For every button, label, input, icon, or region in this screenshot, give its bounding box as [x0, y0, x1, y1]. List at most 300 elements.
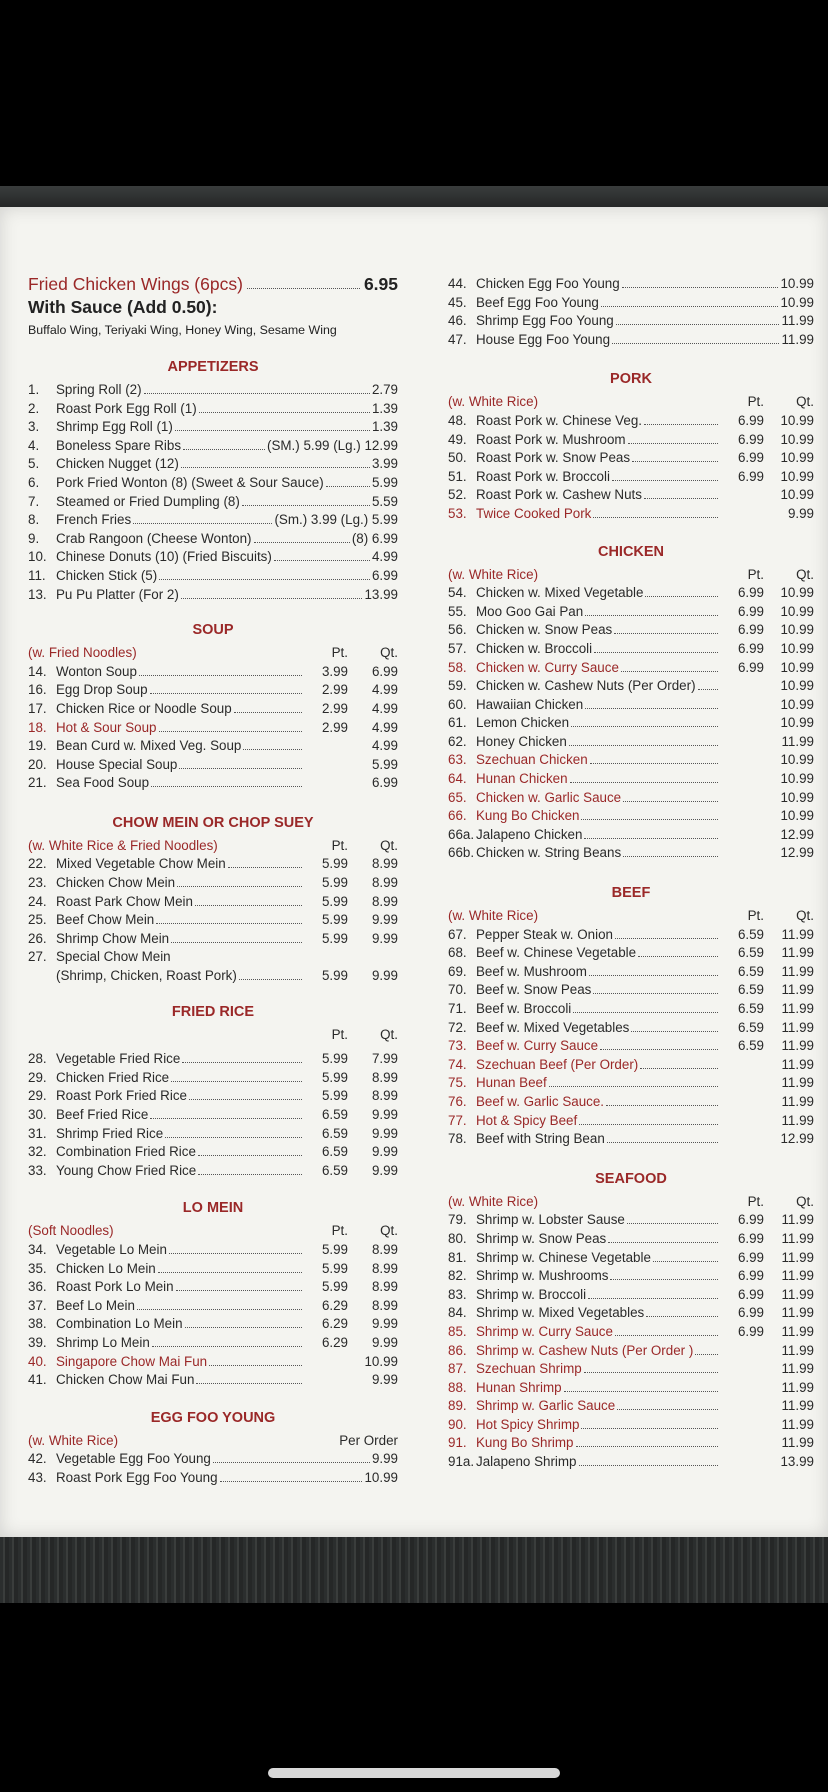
eggfooyoung-list-right	[448, 275, 814, 349]
chicken-item	[448, 789, 814, 808]
soup-item-number: 16.	[28, 682, 47, 698]
seafood-item-number: 91a.	[448, 1454, 475, 1470]
eggfooyoung-item-price: 9.99	[371, 1451, 398, 1467]
lomein-item-pint-price: 6.29	[321, 1334, 348, 1350]
chicken-item-leader-dots	[584, 838, 718, 839]
appetizer-item-number: 11.	[28, 567, 46, 583]
lomein-item-quart-price: 9.99	[371, 1316, 398, 1332]
eggfooyoung-item-number: 42.	[28, 1451, 47, 1467]
soup-item-name: Egg Drop Soup	[56, 682, 148, 698]
seafood-item-quart-price: 13.99	[780, 1454, 814, 1470]
lomein-item-leader-dots	[152, 1346, 302, 1347]
beef-item-name: Beef with String Bean	[476, 1131, 605, 1147]
seafood-item-leader-dots	[579, 1465, 719, 1466]
pork-item-leader-dots	[644, 424, 718, 425]
right-column	[448, 275, 814, 1472]
pork-item-pint-price: 6.99	[737, 431, 764, 447]
lomein-item	[28, 1315, 398, 1334]
beef-item-pint-price: 6.59	[737, 982, 764, 998]
pork-item-name: Roast Pork w. Cashew Nuts	[476, 487, 642, 503]
eggfooyoung-item	[28, 1469, 398, 1488]
beef-item-pint-price: 6.59	[737, 1038, 764, 1054]
seafood-item-number: 79.	[448, 1212, 467, 1228]
eggfooyoung-item	[448, 312, 814, 331]
pork-item-quart-price: 9.99	[787, 505, 814, 521]
pork-item	[448, 505, 814, 524]
chowmein-item-number: 22.	[28, 856, 47, 872]
appetizer-item-number: 5.	[28, 456, 40, 472]
pork-item-leader-dots	[628, 443, 718, 444]
seafood-item-leader-dots	[653, 1261, 718, 1262]
appetizer-item-name: Chinese Donuts (10) (Fried Biscuits)	[56, 549, 272, 565]
eggfooyoung-item-leader-dots	[220, 1481, 363, 1482]
soup-item-name: Bean Curd w. Mixed Veg. Soup	[56, 738, 242, 754]
beef-item-pint-price: 6.59	[737, 1001, 764, 1016]
chicken-item-number: 61.	[448, 715, 467, 731]
seafood-item-number: 88.	[448, 1379, 467, 1395]
chicken-subheader	[448, 566, 814, 585]
chicken-pt-header: Pt.	[747, 566, 764, 582]
chicken-item-quart-price: 10.99	[780, 715, 814, 731]
eggfooyoung-item	[448, 294, 814, 313]
friedrice-item-name: Combination Fried Rice	[56, 1144, 196, 1160]
eggfooyoung-item-name: Chicken Egg Foo Young	[476, 276, 620, 291]
seafood-item-leader-dots	[564, 1391, 718, 1392]
friedrice-item-name: Young Chow Fried Rice	[56, 1162, 197, 1178]
lomein-item-name: Chicken Lo Mein	[56, 1260, 156, 1276]
beef-item	[448, 1093, 814, 1112]
beef-item-pint-price: 6.59	[737, 945, 764, 961]
eggfooyoung-title: EGG FOO YOUNG	[150, 1409, 276, 1426]
appetizer-item	[28, 586, 398, 605]
beef-pt-header: Pt.	[747, 908, 764, 924]
soup-item-pint-price: 3.99	[321, 663, 348, 679]
pork-item-number: 51.	[448, 468, 467, 484]
appetizer-item-leader-dots	[183, 449, 265, 450]
chicken-item	[448, 677, 814, 696]
seafood-item-quart-price: 11.99	[781, 1305, 814, 1321]
chicken-item-number: 60.	[448, 696, 467, 712]
chowmein-item-quart-price: 9.99	[371, 968, 398, 984]
seafood-item	[448, 1379, 814, 1398]
soup-item-number: 17.	[28, 700, 47, 716]
chicken-item-quart-price: 10.99	[780, 585, 814, 601]
beef-item	[448, 981, 814, 1000]
beef-item-quart-price: 12.99	[780, 1131, 814, 1147]
chicken-item-leader-dots	[570, 782, 718, 783]
pork-item-leader-dots	[644, 498, 718, 499]
wings-title-row	[28, 273, 398, 295]
chicken-item-name: Chicken w. Garlic Sauce	[476, 789, 622, 805]
appetizer-item-price: 2.79	[371, 382, 398, 397]
soup-item-name: House Special Soup	[56, 756, 178, 772]
appetizer-item-price: 4.99	[371, 549, 398, 565]
seafood-item-number: 89.	[448, 1398, 467, 1414]
seafood-item-quart-price: 11.99	[781, 1435, 814, 1451]
seafood-item-number: 91.	[448, 1435, 467, 1451]
appetizer-item	[28, 381, 398, 400]
chowmein-item-pint-price: 5.99	[321, 930, 348, 946]
chicken-item-quart-price: 10.99	[780, 771, 814, 787]
soup-item-pint-price: 2.99	[321, 682, 348, 698]
chicken-item-leader-dots	[623, 801, 718, 802]
home-indicator[interactable]	[268, 1768, 560, 1778]
chowmein-item-number: 24.	[28, 893, 47, 909]
appetizer-item-price: (SM.) 5.99 (Lg.) 12.99	[267, 437, 398, 453]
beef-item-pint-price: 6.59	[737, 926, 764, 942]
friedrice-item-quart-price: 8.99	[371, 1088, 398, 1104]
beef-item-name: Pepper Steak w. Onion	[476, 926, 613, 942]
seafood-item	[448, 1211, 814, 1230]
appetizer-item	[28, 400, 398, 419]
pork-item	[448, 449, 814, 468]
pork-item	[448, 431, 814, 450]
chicken-item	[448, 714, 814, 733]
beef-item-name: Beef w. Curry Sauce	[476, 1038, 599, 1054]
chicken-item-name: Moo Goo Gai Pan	[476, 603, 584, 619]
beef-item-number: 74.	[448, 1056, 467, 1072]
chowmein-item-leader-dots	[156, 923, 302, 924]
chicken-item-leader-dots	[614, 633, 718, 634]
seafood-item-name: Shrimp w. Cashew Nuts (Per Order )	[476, 1342, 694, 1358]
chicken-item-quart-price: 12.99	[780, 845, 814, 861]
soup-item-quart-price: 6.99	[371, 663, 398, 679]
seafood-item	[448, 1397, 814, 1416]
appetizers-list	[28, 381, 398, 604]
friedrice-item-pint-price: 5.99	[321, 1088, 348, 1104]
beef-item	[448, 1037, 814, 1056]
seafood-item-number: 80.	[448, 1230, 467, 1246]
chowmein-item-name: Roast Park Chow Mein	[56, 893, 193, 909]
seafood-item-name: Shrimp w. Garlic Sauce	[476, 1398, 616, 1414]
beef-item-number: 70.	[448, 982, 467, 998]
seafood-item	[448, 1304, 814, 1323]
soup-item-pint-price: 2.99	[321, 719, 348, 735]
pork-item	[448, 412, 814, 431]
beef-item-name: Beef w. Mushroom	[476, 963, 587, 979]
friedrice-item-name: Shrimp Fried Rice	[56, 1125, 164, 1141]
lomein-item-number: 35.	[28, 1260, 47, 1276]
beef-item-number: 75.	[448, 1075, 467, 1091]
appetizer-item-leader-dots	[133, 523, 272, 524]
chowmein-item-number: 23.	[28, 875, 47, 891]
beef-item-number: 69.	[448, 963, 467, 979]
friedrice-qt-header: Qt.	[380, 1026, 398, 1042]
seafood-item-leader-dots	[615, 1335, 718, 1336]
beef-item	[448, 1056, 814, 1075]
lomein-item-leader-dots	[185, 1327, 302, 1328]
chicken-qt-header: Qt.	[796, 566, 814, 582]
seafood-item-pint-price: 6.99	[737, 1230, 764, 1246]
seafood-item-name: Shrimp w. Chinese Vegetable	[476, 1249, 651, 1265]
lomein-item-leader-dots	[158, 1272, 302, 1273]
soup-sub: (w. Fried Noodles)	[28, 645, 137, 661]
beef-item-number: 67.	[448, 926, 467, 942]
friedrice-item-number: 31.	[28, 1125, 47, 1141]
seafood-item-pint-price: 6.99	[737, 1249, 764, 1265]
seafood-item-name: Shrimp w. Snow Peas	[476, 1230, 607, 1246]
chicken-item-leader-dots	[623, 856, 718, 857]
beef-item-leader-dots	[600, 1049, 718, 1050]
seafood-item-leader-dots	[617, 1409, 718, 1410]
beef-item-number: 76.	[448, 1093, 467, 1109]
soup-item-number: 20.	[28, 756, 47, 772]
soup-item	[28, 663, 398, 682]
appetizer-item-price: 5.99	[371, 474, 398, 490]
lomein-item-number: 37.	[28, 1297, 47, 1313]
beef-title: BEEF	[611, 885, 651, 902]
appetizer-item-leader-dots	[159, 579, 370, 580]
beef-item	[448, 1000, 814, 1019]
chicken-item-number: 55.	[448, 603, 467, 619]
friedrice-item-quart-price: 9.99	[371, 1144, 398, 1160]
eggfooyoung-item-number: 46.	[448, 313, 467, 329]
appetizer-item-leader-dots	[199, 412, 370, 413]
friedrice-item-pint-price: 6.59	[321, 1125, 348, 1141]
chicken-item-leader-dots	[590, 763, 718, 764]
friedrice-item	[28, 1162, 398, 1181]
seafood-item-leader-dots	[627, 1223, 718, 1224]
pork-item-name: Twice Cooked Pork	[476, 505, 592, 521]
chicken-item-quart-price: 12.99	[780, 826, 814, 842]
chicken-item-name: Chicken w. Curry Sauce	[476, 659, 619, 675]
friedrice-item-pint-price: 5.99	[321, 1069, 348, 1085]
friedrice-item-number: 32.	[28, 1144, 47, 1160]
seafood-item	[448, 1342, 814, 1361]
eggfooyoung-item-number: 47.	[448, 331, 467, 347]
pork-title: PORK	[610, 371, 652, 388]
beef-item-leader-dots	[579, 1124, 718, 1125]
appetizer-item-leader-dots	[181, 467, 370, 468]
eggfooyoung-item-price: 11.99	[781, 313, 814, 329]
beef-item	[448, 1074, 814, 1093]
wings-flavors: Buffalo Wing, Teriyaki Wing, Honey Wing, Sesame Wing	[28, 323, 337, 337]
chicken-item-number: 59.	[448, 678, 467, 694]
beef-item-leader-dots	[607, 1142, 718, 1143]
beef-item-quart-price: 11.99	[781, 982, 814, 998]
pork-item-quart-price: 10.99	[780, 431, 814, 447]
seafood-item-leader-dots	[695, 1354, 718, 1355]
seafood-item-quart-price: 11.99	[781, 1398, 814, 1414]
seafood-item-name: Jalapeno Shrimp	[476, 1454, 577, 1470]
soup-item-leader-dots	[151, 786, 302, 787]
soup-item	[28, 681, 398, 700]
seafood-item-quart-price: 11.99	[781, 1268, 814, 1284]
pork-item-quart-price: 10.99	[780, 487, 814, 503]
chowmein-item-name: Mixed Vegetable Chow Mein	[56, 856, 226, 872]
soup-item-number: 14.	[28, 663, 47, 679]
chowmein-item	[28, 893, 398, 912]
chowmein-item-pint-price: 5.99	[321, 856, 348, 872]
chowmein-item-leader-dots	[171, 942, 302, 943]
chowmein-item	[28, 855, 398, 874]
lomein-item-pint-price: 5.99	[321, 1260, 348, 1276]
beef-item-name: Szechuan Beef (Per Order)	[476, 1056, 639, 1072]
appetizer-item-price: (Sm.) 3.99 (Lg.) 5.99	[274, 512, 398, 528]
appetizer-item-name: Crab Rangoon (Cheese Wonton)	[56, 530, 252, 546]
appetizer-item-number: 8.	[28, 512, 40, 528]
lomein-item	[28, 1371, 398, 1390]
eggfooyoung-item-price: 11.99	[781, 331, 814, 347]
seafood-item-leader-dots	[581, 1428, 718, 1429]
appetizer-item-price: 3.99	[371, 456, 398, 472]
friedrice-item-leader-dots	[171, 1081, 302, 1082]
friedrice-item-leader-dots	[198, 1155, 302, 1156]
beef-item-leader-dots	[638, 956, 718, 957]
chowmein-item-quart-price: 8.99	[371, 856, 398, 872]
chowmein-item-quart-price: 9.99	[371, 930, 398, 946]
chowmein-item	[28, 930, 398, 949]
eggfooyoung-item-name: Beef Egg Foo Young	[476, 294, 599, 310]
chowmein-item-number: 26.	[28, 930, 47, 946]
chicken-item-leader-dots	[621, 671, 718, 672]
seafood-sub: (w. White Rice)	[448, 1193, 539, 1209]
pork-item-number: 49.	[448, 431, 467, 447]
soup-item-pint-price: 2.99	[321, 700, 348, 716]
eggfooyoung-item-leader-dots	[612, 343, 779, 344]
chicken-item	[448, 826, 814, 845]
seafood-item-quart-price: 11.99	[781, 1286, 814, 1302]
seafood-item-leader-dots	[584, 1372, 718, 1373]
friedrice-item-pint-price: 6.59	[321, 1144, 348, 1160]
friedrice-item-leader-dots	[150, 1118, 302, 1119]
beef-item-number: 72.	[448, 1019, 467, 1035]
beef-item-number: 68.	[448, 945, 467, 961]
chicken-item-number: 54.	[448, 585, 467, 601]
lomein-item-number: 39.	[28, 1334, 47, 1350]
chowmein-item-quart-price: 8.99	[371, 893, 398, 909]
chowmein-item-name: Chicken Chow Mein	[56, 875, 176, 891]
chicken-item-leader-dots	[645, 596, 718, 597]
lomein-item-pint-price: 6.29	[321, 1316, 348, 1332]
eggfooyoung-item-name: Roast Pork Egg Foo Young	[56, 1469, 218, 1485]
pork-item-number: 53.	[448, 505, 467, 521]
seafood-item-pint-price: 6.99	[737, 1286, 764, 1302]
friedrice-item-leader-dots	[198, 1174, 302, 1175]
seafood-item	[448, 1360, 814, 1379]
pork-item-leader-dots	[612, 480, 718, 481]
lomein-item	[28, 1334, 398, 1353]
appetizer-item-number: 3.	[28, 419, 40, 435]
beef-item-quart-price: 11.99	[781, 926, 814, 942]
chicken-item-pint-price: 6.99	[737, 659, 764, 675]
seafood-item	[448, 1323, 814, 1342]
chicken-item-number: 66a.	[448, 826, 475, 842]
eggfooyoung-item-number: 43.	[28, 1469, 47, 1485]
pork-item	[448, 486, 814, 505]
soup-item-leader-dots	[234, 712, 302, 713]
friedrice-item-quart-price: 8.99	[371, 1069, 398, 1085]
pork-list	[448, 412, 814, 524]
appetizer-item-number: 10.	[28, 549, 47, 565]
seafood-item-number: 90.	[448, 1416, 467, 1432]
friedrice-item-name: Roast Pork Fried Rice	[56, 1088, 187, 1104]
lomein-item-pint-price: 6.29	[321, 1297, 348, 1313]
chicken-item-name: Szechuan Chicken	[476, 752, 588, 768]
appetizer-item	[28, 474, 398, 493]
soup-pt-header: Pt.	[331, 645, 348, 661]
lomein-item-name: Chicken Chow Mai Fun	[56, 1372, 195, 1388]
lomein-item	[28, 1241, 398, 1260]
friedrice-item-name: Chicken Fried Rice	[56, 1069, 170, 1085]
chicken-item-leader-dots	[585, 615, 718, 616]
appetizer-item-leader-dots	[326, 486, 370, 487]
beef-item-number: 78.	[448, 1131, 467, 1147]
beef-item-number: 73.	[448, 1038, 467, 1054]
lomein-item-pint-price: 5.99	[321, 1279, 348, 1295]
friedrice-title: FRIED RICE	[171, 1003, 255, 1020]
lomein-item-leader-dots	[209, 1365, 302, 1366]
pork-item-pint-price: 6.99	[737, 450, 764, 466]
friedrice-item	[28, 1125, 398, 1144]
appetizer-item-price: 5.59	[371, 493, 398, 509]
soup-item	[28, 737, 398, 756]
soup-item-name: Wonton Soup	[56, 663, 137, 679]
chicken-item-quart-price: 10.99	[780, 622, 814, 638]
appetizer-item-price: (8) 6.99	[351, 530, 398, 546]
seafood-item-leader-dots	[608, 1242, 718, 1243]
seafood-item-quart-price: 11.99	[781, 1323, 814, 1339]
appetizer-item-number: 7.	[28, 493, 40, 509]
friedrice-item	[28, 1106, 398, 1125]
beef-item-leader-dots	[606, 1105, 718, 1106]
eggfooyoung-subheader	[28, 1432, 398, 1451]
chicken-item-name: Kung Bo Chicken	[476, 808, 580, 824]
friedrice-item-leader-dots	[165, 1137, 302, 1138]
seafood-item	[448, 1230, 814, 1249]
lomein-item-quart-price: 8.99	[371, 1279, 398, 1295]
chicken-sub: (w. White Rice)	[448, 566, 539, 582]
beef-item-quart-price: 11.99	[781, 1112, 814, 1128]
seafood-list	[448, 1211, 814, 1471]
appetizer-item-leader-dots	[242, 505, 370, 506]
seafood-item-number: 83.	[448, 1286, 467, 1302]
lomein-item-quart-price: 9.99	[371, 1372, 398, 1388]
chicken-item-number: 63.	[448, 752, 467, 768]
beef-item	[448, 1112, 814, 1131]
seafood-item-number: 87.	[448, 1361, 467, 1377]
chicken-item	[448, 696, 814, 715]
soup-item-leader-dots	[243, 749, 302, 750]
beef-item-quart-price: 11.99	[781, 963, 814, 979]
chicken-item	[448, 659, 814, 678]
beef-item-leader-dots	[615, 938, 718, 939]
friedrice-item-number: 30.	[28, 1107, 47, 1122]
appetizer-item-leader-dots	[254, 542, 350, 543]
chicken-item-quart-price: 10.99	[780, 640, 814, 656]
chicken-item-name: Jalapeno Chicken	[476, 826, 583, 842]
beef-qt-header: Qt.	[796, 908, 814, 924]
beef-item-name: Beef w. Snow Peas	[476, 982, 592, 998]
eggfooyoung-item-number: 44.	[448, 276, 467, 291]
seafood-item-leader-dots	[646, 1316, 718, 1317]
beef-item-name: Beef w. Chinese Vegetable	[476, 945, 637, 961]
soup-item-quart-price: 4.99	[371, 719, 398, 735]
seafood-item-quart-price: 11.99	[781, 1212, 814, 1228]
soup-item-quart-price: 4.99	[371, 682, 398, 698]
lomein-item-leader-dots	[176, 1290, 302, 1291]
seafood-pt-header: Pt.	[747, 1193, 764, 1209]
chowmein-item-number: 25.	[28, 912, 47, 928]
chicken-item-leader-dots	[571, 726, 718, 727]
friedrice-item	[28, 1069, 398, 1088]
chowmein-item-quart-price: 9.99	[371, 912, 398, 928]
appetizer-item-leader-dots	[144, 393, 370, 394]
counter-bottom-edge	[0, 1537, 828, 1603]
chowmein-item-name: Special Chow Mein	[56, 949, 171, 965]
chowmein-item-leader-dots	[239, 979, 302, 980]
friedrice-pt-header: Pt.	[331, 1026, 348, 1042]
